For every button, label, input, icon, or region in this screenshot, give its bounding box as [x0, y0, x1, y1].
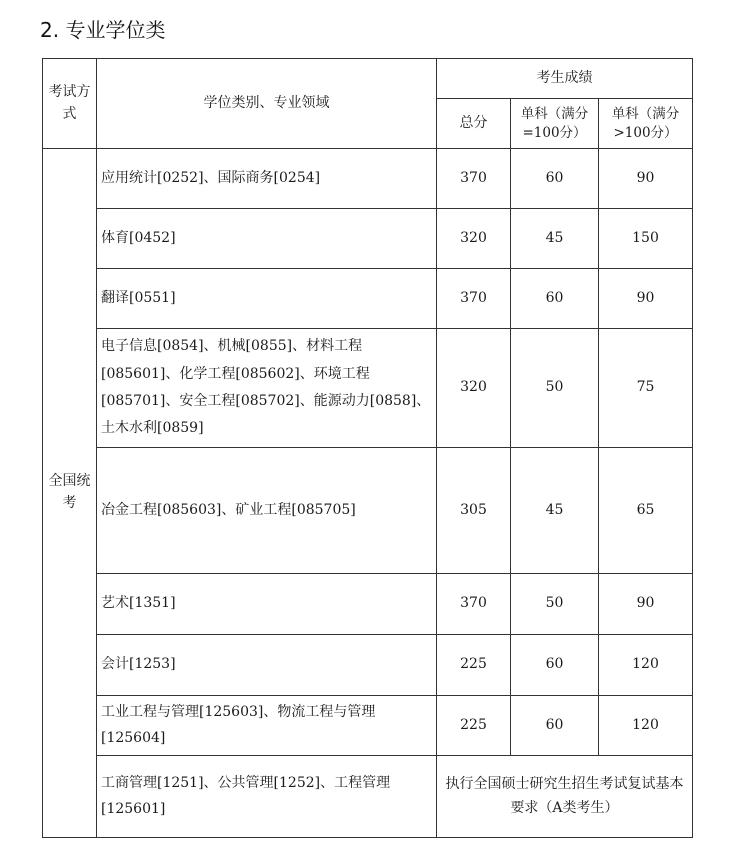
single-100-cell: 45	[511, 448, 599, 574]
field-cell: 工商管理[1251]、公共管理[1252]、工程管理[125601]	[97, 756, 437, 838]
total-cell: 225	[437, 696, 511, 756]
table-row	[43, 635, 693, 696]
total-cell: 225	[437, 635, 511, 696]
field-cell: 冶金工程[085603]、矿业工程[085705]	[97, 448, 437, 574]
field-cell: 电子信息[0854]、机械[0855]、材料工程[085601]、化学工程[085602]、环境工程[085701]、安全工程[085702]、能源动力[0858]、土木水利[0859]	[97, 329, 437, 448]
total-cell: 320	[437, 209, 511, 269]
single-100-cell: 60	[511, 696, 599, 756]
table-row	[43, 209, 693, 269]
single-over-100-cell: 150	[599, 209, 693, 269]
total-cell: 370	[437, 149, 511, 209]
header-total: 总分	[437, 99, 511, 149]
single-100-cell: 50	[511, 329, 599, 448]
header-scores-group: 考生成绩	[437, 59, 693, 99]
single-over-100-cell: 65	[599, 448, 693, 574]
single-over-100-cell: 90	[599, 574, 693, 635]
table-row	[43, 269, 693, 329]
table-row	[43, 149, 693, 209]
header-single-over-100: 单科（满分>100分）	[599, 99, 693, 149]
total-cell: 370	[437, 269, 511, 329]
table-row	[43, 329, 693, 448]
single-100-cell: 45	[511, 209, 599, 269]
header-single-100: 单科（满分=100分）	[511, 99, 599, 149]
field-cell: 会计[1253]	[97, 635, 437, 696]
section-title: 2. 专业学位类	[40, 18, 166, 42]
single-100-cell: 60	[511, 149, 599, 209]
single-over-100-cell: 90	[599, 269, 693, 329]
total-cell: 370	[437, 574, 511, 635]
header-exam-mode: 考试方式	[43, 59, 97, 149]
total-cell: 320	[437, 329, 511, 448]
single-100-cell: 60	[511, 269, 599, 329]
single-over-100-cell: 120	[599, 635, 693, 696]
table-row	[43, 448, 693, 574]
single-over-100-cell: 90	[599, 149, 693, 209]
score-table	[42, 58, 693, 838]
single-100-cell: 60	[511, 635, 599, 696]
single-over-100-cell: 120	[599, 696, 693, 756]
header-row	[43, 59, 693, 99]
single-100-cell: 50	[511, 574, 599, 635]
field-cell: 翻译[0551]	[97, 269, 437, 329]
basic-requirements-note: 执行全国硕士研究生招生考试复试基本要求（A类考生）	[437, 756, 693, 838]
exam-mode-cell: 全国统考	[43, 149, 97, 838]
single-over-100-cell: 75	[599, 329, 693, 448]
table-row	[43, 574, 693, 635]
header-category-field: 学位类别、专业领域	[97, 59, 437, 149]
field-cell: 艺术[1351]	[97, 574, 437, 635]
field-cell: 体育[0452]	[97, 209, 437, 269]
field-cell: 应用统计[0252]、国际商务[0254]	[97, 149, 437, 209]
field-cell: 工业工程与管理[125603]、物流工程与管理[125604]	[97, 696, 437, 756]
total-cell: 305	[437, 448, 511, 574]
table-row	[43, 756, 693, 838]
table-row	[43, 696, 693, 756]
